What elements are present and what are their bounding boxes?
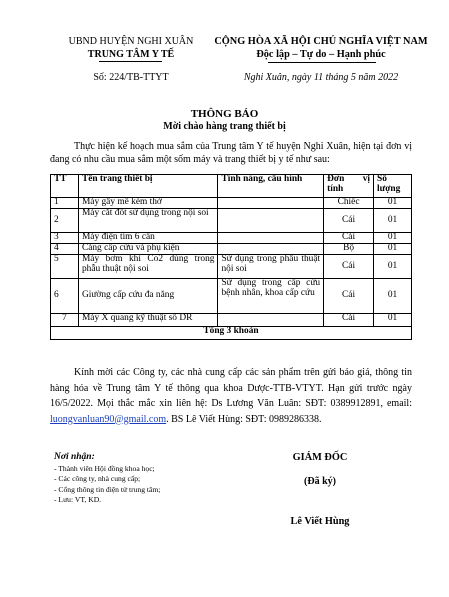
invitation-paragraph [50, 365, 412, 427]
header-qty: Số lượng [374, 175, 412, 198]
row-unit: Cái [324, 233, 374, 244]
org-unit: TRUNG TÂM Y TẾ [87, 49, 175, 60]
row-unit: Bộ [324, 244, 374, 255]
recipient-item: - Cổng thông tin điện tử trung tâm; [54, 484, 161, 494]
org-name: UBND HUYỆN NGHI XUÂN [68, 36, 194, 47]
document-subtitle: Mời chào hàng trang thiết bị [163, 121, 286, 132]
signer-name: Lê Viết Hùng [290, 516, 350, 527]
row-qty: 01 [374, 255, 412, 279]
row-name: Giường cấp cứu đa năng [78, 279, 218, 314]
row-tt: 3 [51, 233, 79, 244]
row-tt: 2 [51, 209, 79, 233]
row-qty: 01 [374, 279, 412, 314]
header-tt: TT [51, 175, 79, 198]
signature-title: GIÁM ĐỐC [292, 452, 348, 463]
document-number: Số: 224/TB-TTYT [93, 72, 169, 83]
nation-motto: Độc lập – Tự do – Hạnh phúc [256, 49, 386, 60]
table-row [51, 233, 412, 244]
table-row [51, 198, 412, 209]
invitation-text: Kính mời các Công ty, các nhà cung cấp các sản phẩm trên gửi báo giá, thông tin hàng hóa về Trung tâm Y tế thông qua khoa Dược-TTB-VTYT. Hạn gửi trước ngày 16/5/2022. Mọi thắc mắc xin liên hệ: Ds Lương Văn Luân: SĐT: 0389912891, email: [50, 367, 412, 409]
invitation-text-end: . BS Lê Viết Hùng: SĐT: 0989286338. [166, 413, 322, 425]
row-spec [218, 198, 324, 209]
row-tt: 5 [51, 255, 79, 279]
table-row [51, 255, 412, 279]
table-total-row [51, 327, 412, 340]
row-unit: Cái [324, 314, 374, 327]
row-name: Máy điện tim 6 cần [78, 233, 218, 244]
recipient-item: - Các công ty, nhà cung cấp; [54, 474, 141, 484]
row-tt: 6 [51, 279, 79, 314]
recipient-item: - Thành viên Hội đồng khoa học; [54, 464, 155, 473]
document-title: THÔNG BÁO [190, 108, 259, 120]
header-name: Tên trang thiết bị [78, 175, 218, 198]
row-qty: 01 [374, 314, 412, 327]
table-header-row [51, 175, 412, 198]
row-name: Cáng cấp cứu và phụ kiện [78, 244, 218, 255]
row-unit: Cái [324, 279, 374, 314]
contact-email-link[interactable]: luongvanluan90@gmail.com [50, 413, 167, 425]
place-date: Nghi Xuân, ngày 11 tháng 5 năm 2022 [243, 72, 399, 83]
table-row [51, 279, 412, 314]
row-qty: 01 [374, 209, 412, 233]
row-name: Máy X quang kỹ thuật số DR [78, 314, 218, 327]
org-underline [99, 61, 162, 62]
intro-paragraph: Thực hiện kế hoạch mua sắm của Trung tâm Y tế huyện Nghi Xuân, hiện tại đơn vị đang có nhu cầu mua sắm một sốm máy và trang thiết bị y tế như sau: [50, 141, 412, 165]
row-qty: 01 [374, 233, 412, 244]
nation-name: CỘNG HÒA XÃ HỘI CHỦ NGHĨA VIỆT NAM [214, 36, 428, 47]
row-name: Máy bơm khí Co2 dùng trong phẫu thuật nội soi [78, 255, 218, 279]
row-tt: 7 [51, 314, 79, 327]
row-tt: 4 [51, 244, 79, 255]
header-unit: Đơn vị tính [324, 175, 374, 198]
equipment-table [50, 174, 412, 340]
table-row [51, 209, 412, 233]
signature-status: (Đã ký) [304, 476, 336, 487]
row-spec: Sử dụng trong cấp cứu bệnh nhân, khoa cấp cứu [218, 279, 324, 314]
recipients-label: Nơi nhận: [54, 452, 95, 462]
row-spec [218, 233, 324, 244]
row-unit: Cái [324, 255, 374, 279]
row-qty: 01 [374, 198, 412, 209]
row-spec [218, 209, 324, 233]
row-unit: Chiếc [324, 198, 374, 209]
recipient-item: - Lưu: VT, KD. [54, 494, 102, 504]
recipients-list [54, 464, 160, 505]
row-qty: 01 [374, 244, 412, 255]
row-spec: Sử dụng trong phẫu thuật nội soi [218, 255, 324, 279]
row-name: Máy cắt đốt sử dụng trong nội soi [78, 209, 218, 233]
row-unit: Cái [324, 209, 374, 233]
row-spec [218, 244, 324, 255]
table-row [51, 314, 412, 327]
row-name: Máy gây mê kèm thở [78, 198, 218, 209]
row-tt: 1 [51, 198, 79, 209]
header-spec: Tính năng, cấu hình [218, 175, 324, 198]
motto-underline [268, 62, 376, 63]
table-row [51, 244, 412, 255]
row-spec [218, 314, 324, 327]
table-total: Tổng 3 khoản [51, 327, 412, 340]
